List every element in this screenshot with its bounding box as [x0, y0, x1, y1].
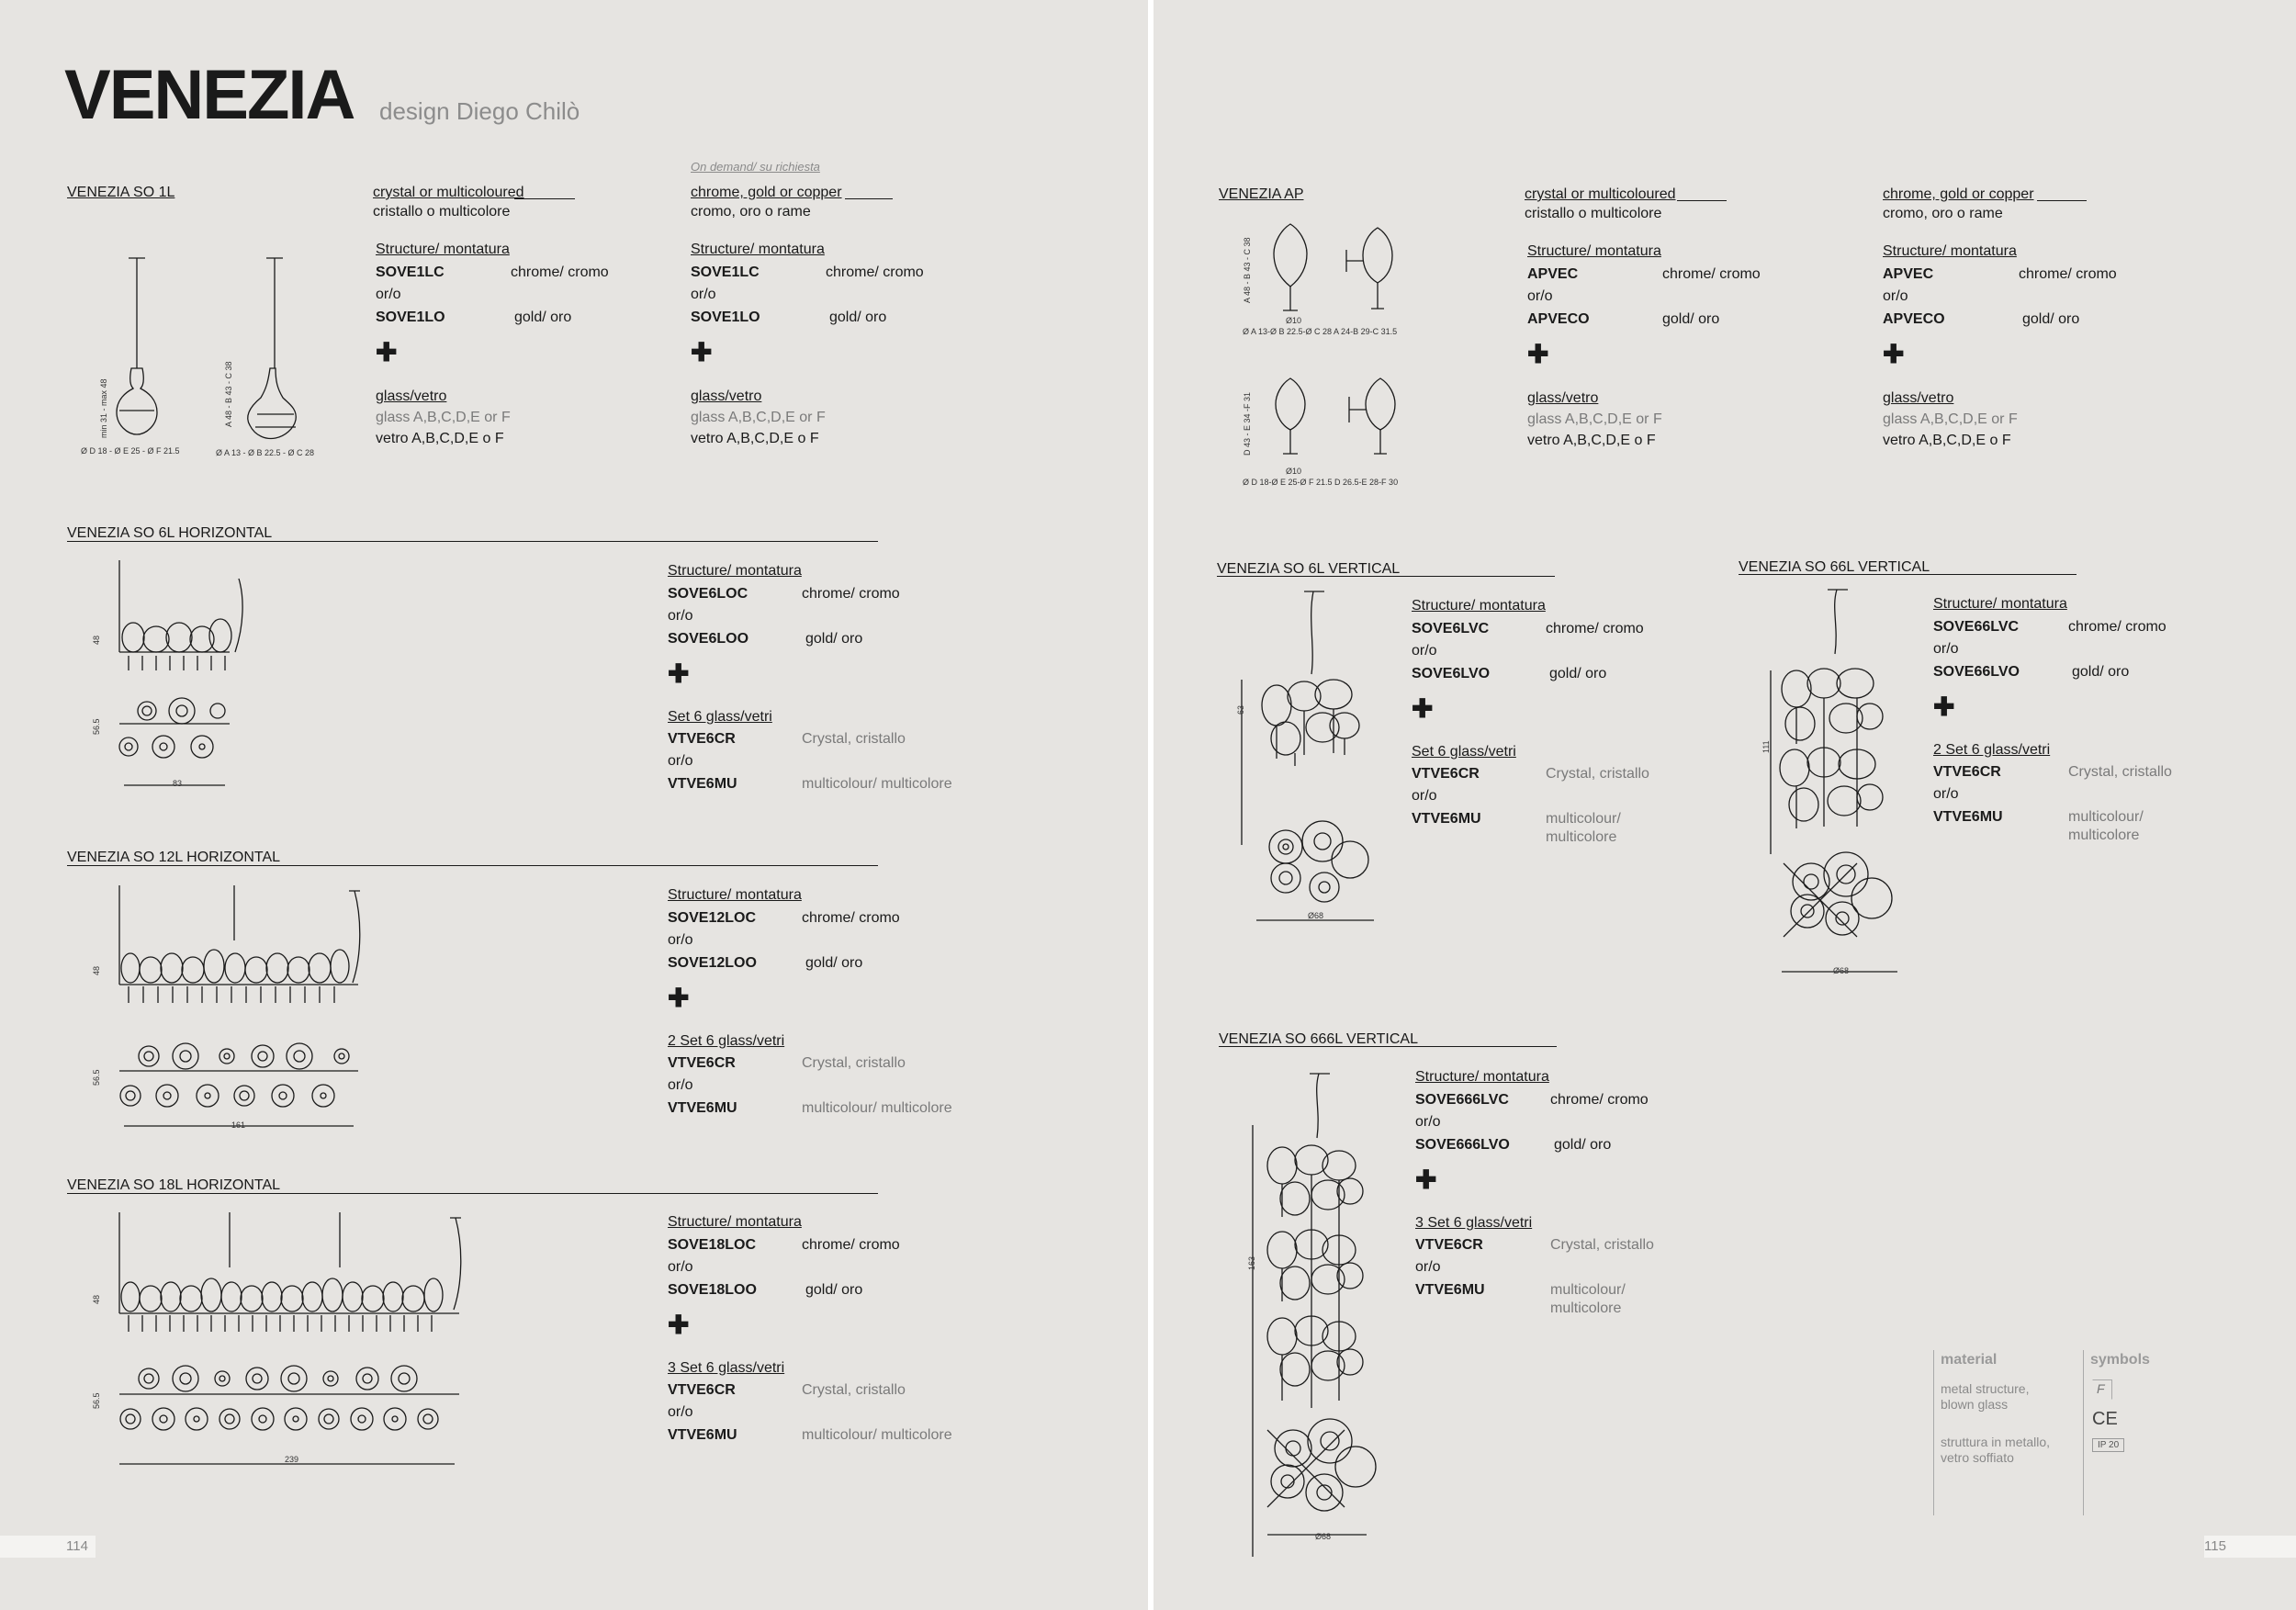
symbols-heading: symbols — [2090, 1352, 2150, 1368]
section-title-so12h: VENEZIA SO 12L HORIZONTAL — [67, 850, 281, 865]
so6v-or-2: or/o — [1412, 788, 1437, 804]
ap-glass-it-2: vetro A,B,C,D,E o F — [1883, 433, 2011, 448]
material-line-4: vetro soffiato — [1941, 1450, 2014, 1465]
so1l-code-chrome-2: SOVE1LC — [691, 265, 760, 280]
so66v-code-multi: VTVE6MU — [1933, 809, 2003, 825]
section-title-so666v: VENEZIA SO 666L VERTICAL — [1219, 1031, 1418, 1047]
so6h-crystal-label: Crystal, cristallo — [802, 731, 906, 747]
ap-dim-d: D 43 - E 34 -F 31 — [1243, 391, 1252, 456]
so12h-set-label: 2 Set 6 glass/vetri — [668, 1033, 785, 1049]
material-line-2: blown glass — [1941, 1397, 2009, 1412]
section-title-so1l: VENEZIA SO 1L — [67, 185, 175, 200]
so12h-code-multi: VTVE6MU — [668, 1100, 737, 1116]
plus-icon: ✚ — [1933, 692, 1955, 721]
so12h-or-2: or/o — [668, 1077, 693, 1093]
so6h-multi-label: multicolour/ multicolore — [802, 776, 952, 792]
ap-gold-label: gold/ oro — [1662, 311, 1720, 327]
so6h-code-chrome: SOVE6LOC — [668, 586, 748, 602]
so6v-dim-h: 63 — [1236, 704, 1245, 715]
so6v-code-multi: VTVE6MU — [1412, 811, 1481, 827]
so6h-or-2: or/o — [668, 753, 693, 769]
so666v-code-multi: VTVE6MU — [1415, 1282, 1485, 1298]
so1l-dim-c: Ø D 18 - Ø E 25 - Ø F 21.5 — [81, 446, 180, 456]
plus-icon: ✚ — [1883, 340, 1905, 368]
material-line-1: metal structure, — [1941, 1381, 2030, 1396]
so66v-dim-h: 111 — [1761, 740, 1771, 753]
so666v-code-gold: SOVE666LVO — [1415, 1137, 1510, 1153]
so18h-code-chrome: SOVE18LOC — [668, 1237, 757, 1253]
section-title-so6h: VENEZIA SO 6L HORIZONTAL — [67, 525, 273, 541]
ap-dim-b: Ø10 — [1286, 316, 1302, 325]
ap-glass-en-2: glass A,B,C,D,E or F — [1883, 411, 2018, 427]
so18h-or-2: or/o — [668, 1404, 693, 1420]
so1l-chrome-label: chrome/ cromo — [511, 265, 609, 280]
so1l-structure-label: Structure/ montatura — [376, 242, 510, 257]
so666v-set-label: 3 Set 6 glass/vetri — [1415, 1215, 1533, 1231]
so6v-drawing — [1231, 588, 1396, 928]
ap-col1-sub: cristallo o multicolore — [1525, 206, 1662, 221]
so6h-or: or/o — [668, 608, 693, 624]
so1l-glass-it: vetro A,B,C,D,E o F — [376, 431, 504, 446]
so6v-structure-label: Structure/ montatura — [1412, 598, 1546, 614]
ap-glass-it: vetro A,B,C,D,E o F — [1527, 433, 1656, 448]
so66v-multi-a: multicolour/ — [2068, 809, 2144, 825]
ap-glass-en: glass A,B,C,D,E or F — [1527, 411, 1662, 427]
so6v-set-label: Set 6 glass/vetri — [1412, 744, 1516, 760]
so6v-code-crystal: VTVE6CR — [1412, 766, 1480, 782]
so6v-gold-label: gold/ oro — [1549, 666, 1607, 681]
so1l-glass-en-2: glass A,B,C,D,E or F — [691, 410, 826, 425]
so66v-code-gold: SOVE66LVO — [1933, 664, 2020, 680]
ap-code-chrome: APVEC — [1527, 266, 1579, 282]
so6h-chrome-label: chrome/ cromo — [802, 586, 900, 602]
ap-structure-label-2: Structure/ montatura — [1883, 243, 2017, 259]
so66v-code-chrome: SOVE66LVC — [1933, 619, 2020, 635]
so66v-set-label: 2 Set 6 glass/vetri — [1933, 742, 2051, 758]
ap-col2-heading: chrome, gold or copper — [1883, 186, 2034, 202]
ap-dim-c: Ø A 13-Ø B 22.5-Ø C 28 A 24-B 29-C 31.5 — [1243, 327, 1398, 336]
so666v-or: or/o — [1415, 1114, 1441, 1130]
so1l-pendant-drawings — [73, 253, 349, 464]
so12h-code-chrome: SOVE12LOC — [668, 910, 757, 926]
so18h-code-multi: VTVE6MU — [668, 1427, 737, 1443]
ap-code-gold: APVECO — [1527, 311, 1590, 327]
f-mark-label: F — [2097, 1381, 2105, 1396]
so6v-code-gold: SOVE6LVO — [1412, 666, 1491, 681]
so66v-code-crystal: VTVE6CR — [1933, 764, 2001, 780]
plus-icon: ✚ — [668, 659, 690, 688]
plus-icon: ✚ — [691, 338, 713, 366]
so1l-dim-d: Ø A 13 - Ø B 22.5 - Ø C 28 — [216, 448, 315, 457]
ap-col2-sub: cromo, oro o rame — [1883, 206, 2003, 221]
so1l-glass-label-2: glass/vetro — [691, 388, 762, 404]
so12h-or: or/o — [668, 932, 693, 948]
ap-or: or/o — [1527, 288, 1553, 304]
ap-glass-label: glass/vetro — [1527, 390, 1599, 406]
so18h-drawing — [83, 1210, 478, 1468]
so1l-dim-a: min 31 - max 48 — [99, 378, 108, 438]
so666v-multi-b: multicolore — [1550, 1300, 1622, 1316]
ap-or-2: or/o — [1883, 288, 1908, 304]
ap-wall-lamp-drawings — [1235, 220, 1456, 491]
so6h-gold-label: gold/ oro — [805, 631, 863, 647]
so12h-gold-label: gold/ oro — [805, 955, 863, 971]
material-heading: material — [1941, 1352, 1998, 1368]
so6h-dim-w: 83 — [173, 779, 183, 788]
page-number-left: 114 — [0, 1536, 96, 1558]
plus-icon: ✚ — [1527, 340, 1549, 368]
so6v-multi-a: multicolour/ — [1546, 811, 1621, 827]
so12h-crystal-label: Crystal, cristallo — [802, 1055, 906, 1071]
so66v-or-2: or/o — [1933, 786, 1959, 802]
so66v-drawing — [1754, 588, 1919, 983]
ip20-badge: IP 20 — [2092, 1438, 2124, 1452]
page-title: VENEZIA — [64, 56, 355, 134]
so6v-multi-b: multicolore — [1546, 829, 1617, 845]
ap-glass-label-2: glass/vetro — [1883, 390, 1954, 406]
ap-chrome-label-2: chrome/ cromo — [2019, 266, 2117, 282]
so6h-code-gold: SOVE6LOO — [668, 631, 749, 647]
page-number-right-text: 115 — [2204, 1538, 2226, 1554]
so18h-multi-label: multicolour/ multicolore — [802, 1427, 952, 1443]
so6h-dim-d: 56.5 — [92, 718, 101, 735]
so12h-structure-label: Structure/ montatura — [668, 887, 802, 903]
so66v-chrome-label: chrome/ cromo — [2068, 619, 2167, 635]
ap-code-gold-2: APVECO — [1883, 311, 1945, 327]
so1l-code-gold: SOVE1LO — [376, 310, 445, 325]
plus-icon: ✚ — [668, 984, 690, 1012]
ap-dim-e: Ø D 18-Ø E 25-Ø F 21.5 D 26.5-E 28-F 30 — [1243, 478, 1399, 487]
so18h-gold-label: gold/ oro — [805, 1282, 863, 1298]
so66v-crystal-label: Crystal, cristallo — [2068, 764, 2172, 780]
so1l-col2-sub: cromo, oro o rame — [691, 204, 811, 220]
so666v-dim-h: 163 — [1247, 1255, 1256, 1270]
so18h-chrome-label: chrome/ cromo — [802, 1237, 900, 1253]
so66v-dim-d: Ø68 — [1833, 966, 1850, 975]
so1l-gold-label: gold/ oro — [514, 310, 572, 325]
so666v-gold-label: gold/ oro — [1554, 1137, 1612, 1153]
so6h-code-crystal: VTVE6CR — [668, 731, 736, 747]
so6v-code-chrome: SOVE6LVC — [1412, 621, 1490, 636]
ap-dim-a: A 48 - B 43 - C 38 — [1243, 237, 1252, 303]
so1l-glass-it-2: vetro A,B,C,D,E o F — [691, 431, 819, 446]
so18h-code-gold: SOVE18LOO — [668, 1282, 757, 1298]
so6h-drawing — [83, 560, 266, 790]
so6h-set-label: Set 6 glass/vetri — [668, 709, 772, 725]
so6h-structure-label: Structure/ montatura — [668, 563, 802, 579]
so666v-or-2: or/o — [1415, 1259, 1441, 1275]
so1l-col1-sub: cristallo o multicolore — [373, 204, 511, 220]
plus-icon: ✚ — [668, 1311, 690, 1339]
so12h-code-crystal: VTVE6CR — [668, 1055, 736, 1071]
section-title-so66v: VENEZIA SO 66L VERTICAL — [1739, 559, 1930, 575]
so12h-chrome-label: chrome/ cromo — [802, 910, 900, 926]
section-title-so18h: VENEZIA SO 18L HORIZONTAL — [67, 1177, 281, 1193]
so1l-col2-heading: chrome, gold or copper — [691, 185, 842, 200]
so1l-code-chrome: SOVE1LC — [376, 265, 445, 280]
so18h-dim-w: 239 — [285, 1455, 299, 1464]
so6v-dim-d: Ø68 — [1308, 911, 1324, 920]
so12h-multi-label: multicolour/ multicolore — [802, 1100, 952, 1116]
ap-code-chrome-2: APVEC — [1883, 266, 1934, 282]
so1l-gold-label-2: gold/ oro — [829, 310, 887, 325]
plus-icon: ✚ — [1415, 1165, 1437, 1194]
so18h-structure-label: Structure/ montatura — [668, 1214, 802, 1230]
so666v-structure-label: Structure/ montatura — [1415, 1069, 1549, 1085]
so666v-crystal-label: Crystal, cristallo — [1550, 1237, 1654, 1253]
so18h-dim-h: 48 — [92, 1294, 101, 1304]
so1l-or: or/o — [376, 287, 401, 302]
ap-dim-b-2: Ø10 — [1286, 467, 1302, 476]
so18h-or: or/o — [668, 1259, 693, 1275]
so1l-glass-en: glass A,B,C,D,E or F — [376, 410, 511, 425]
so1l-col1-heading: crystal or multicoloured — [373, 185, 524, 200]
so12h-dim-h: 48 — [92, 965, 101, 975]
so12h-code-gold: SOVE12LOO — [668, 955, 757, 971]
designer-subtitle: design Diego Chilò — [379, 97, 580, 125]
so18h-crystal-label: Crystal, cristallo — [802, 1382, 906, 1398]
ap-col1-heading: crystal or multicoloured — [1525, 186, 1676, 202]
plus-icon: ✚ — [1412, 694, 1434, 723]
ap-structure-label: Structure/ montatura — [1527, 243, 1661, 259]
so6h-dim-h: 48 — [92, 635, 101, 645]
so1l-on-demand: On demand/ su richiesta — [691, 160, 820, 174]
so1l-dim-b: A 48 - B 43 - C 38 — [224, 361, 233, 427]
so18h-set-label: 3 Set 6 glass/vetri — [668, 1360, 785, 1376]
so66v-structure-label: Structure/ montatura — [1933, 596, 2067, 612]
so18h-code-crystal: VTVE6CR — [668, 1382, 736, 1398]
so6v-chrome-label: chrome/ cromo — [1546, 621, 1644, 636]
section-title-ap: VENEZIA AP — [1219, 186, 1304, 202]
so6v-or: or/o — [1412, 643, 1437, 659]
so12h-dim-d: 56.5 — [92, 1069, 101, 1086]
so666v-multi-a: multicolour/ — [1550, 1282, 1626, 1298]
so6v-crystal-label: Crystal, cristallo — [1546, 766, 1649, 782]
so66v-gold-label: gold/ oro — [2072, 664, 2130, 680]
material-line-3: struttura in metallo, — [1941, 1435, 2051, 1449]
so12h-drawing — [83, 884, 377, 1136]
so6h-code-multi: VTVE6MU — [668, 776, 737, 792]
so66v-multi-b: multicolore — [2068, 828, 2140, 843]
so666v-drawing — [1240, 1070, 1396, 1548]
so1l-or-2: or/o — [691, 287, 716, 302]
so666v-dim-d: Ø68 — [1315, 1532, 1332, 1541]
so18h-dim-d: 56.5 — [92, 1392, 101, 1409]
ap-chrome-label: chrome/ cromo — [1662, 266, 1761, 282]
so666v-chrome-label: chrome/ cromo — [1550, 1092, 1649, 1108]
so1l-chrome-label-2: chrome/ cromo — [826, 265, 924, 280]
section-title-so6v: VENEZIA SO 6L VERTICAL — [1217, 561, 1401, 577]
so1l-glass-label: glass/vetro — [376, 388, 447, 404]
ce-mark-icon: CE — [2092, 1409, 2118, 1429]
so666v-code-crystal: VTVE6CR — [1415, 1237, 1483, 1253]
so1l-structure-label-2: Structure/ montatura — [691, 242, 825, 257]
so12h-dim-w: 161 — [231, 1120, 246, 1130]
page-number-right — [2204, 1536, 2296, 1558]
so666v-code-chrome: SOVE666LVC — [1415, 1092, 1509, 1108]
ap-gold-label-2: gold/ oro — [2022, 311, 2080, 327]
so1l-code-gold-2: SOVE1LO — [691, 310, 760, 325]
plus-icon: ✚ — [376, 338, 398, 366]
so66v-or: or/o — [1933, 641, 1959, 657]
